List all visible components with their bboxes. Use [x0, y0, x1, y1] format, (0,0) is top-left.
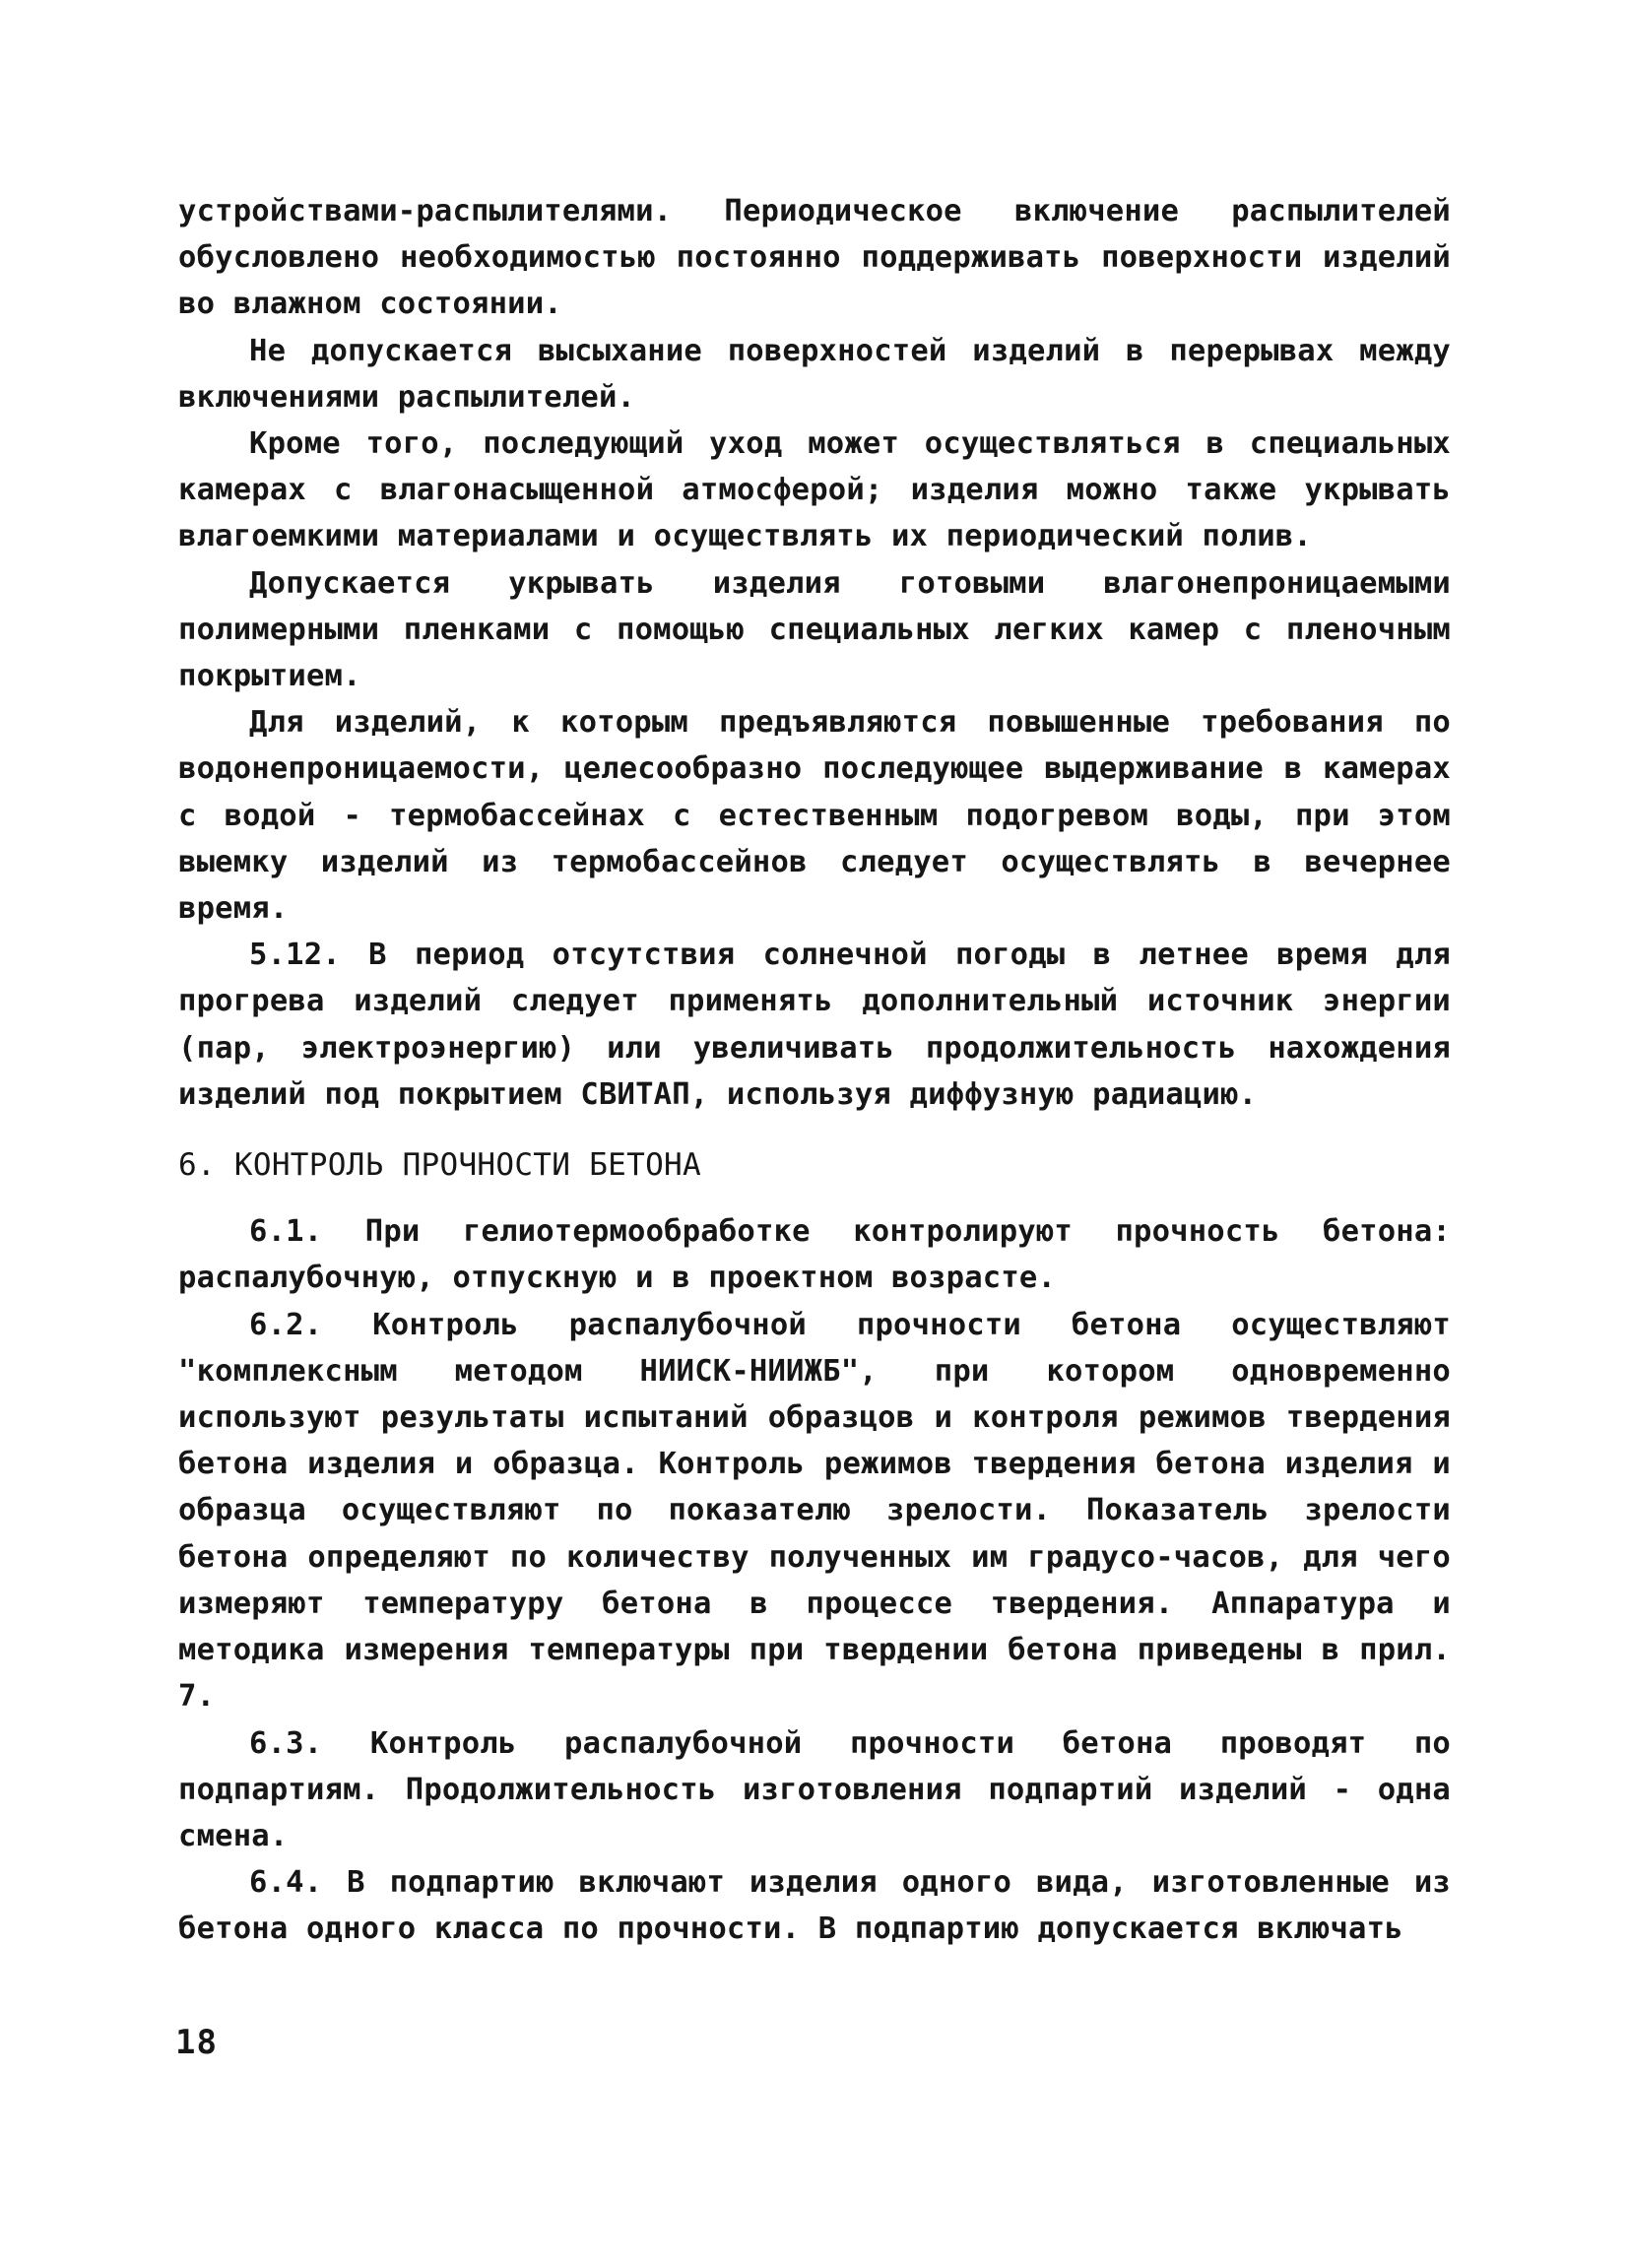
- paragraph: Кроме того, последующий уход может осуществляться в специальных камерах с влагонасыщенной атмосферой; изделия можно также укрывать влагоемкими материалами и осуществлять их периодический полив.: [178, 426, 1451, 554]
- paragraph: устройствами-распылителями. Периодическое включение распылителей обусловлено необходимостью постоянно поддерживать поверхности изделий во влажном состоянии.: [178, 194, 1451, 322]
- page-number: 18: [175, 2023, 218, 2062]
- body-text: [178, 188, 1451, 1953]
- paragraph-6-1: 6.1. При гелиотермообработке контролируют прочность бетона: распалубочную, отпускную и в проектном возрасте.: [178, 1214, 1451, 1296]
- paragraph: Для изделий, к которым предъявляются повышенные требования по водонепроницаемости, целесообразно последующее выдерживание в камерах с водой - термобассейнах с естественным подогревом воды, при этом выемку изделий из термобассейнов следует осуществлять в вечернее время.: [178, 705, 1451, 927]
- section-heading: 6. КОНТРОЛЬ ПРОЧНОСТИ БЕТОНА: [178, 1147, 701, 1184]
- paragraph-5-12: 5.12. В период отсутствия солнечной погоды в летнее время для прогрева изделий следует применять дополнительный источник энергии (пар, электроэнергию) или увеличивать продолжительность нахождения изделий под покрытием СВИТАП, используя диффузную радиацию.: [178, 938, 1451, 1112]
- paragraph-6-3: 6.3. Контроль распалубочной прочности бетона проводят по подпартиям. Продолжительность изготовления подпартий изделий - одна смена.: [178, 1725, 1451, 1853]
- paragraph: Допускается укрывать изделия готовыми влагонепроницаемыми полимерными пленками с помощью специальных легких камер с пленочным покрытием.: [178, 565, 1451, 694]
- paragraph-6-4: 6.4. В подпартию включают изделия одного вида, изготовленные из бетона одного класса по прочности. В подпартию допускается включать: [178, 1865, 1451, 1947]
- paragraph: Не допускается высыхание поверхностей изделий в перерывах между включениями распылителей.: [178, 333, 1451, 415]
- paragraph-6-2: 6.2. Контроль распалубочной прочности бетона осуществляют "комплексным методом НИИСК-НИИЖБ", при котором одновременно используют результаты испытаний образцов и контроля режимов твердения бетона изделия и образца. Контроль режимов твердения бетона изделия и образца осуществляют по показателю зрелости. Показатель зрелости бетона определяют по количеству полученных им градусо-часов, для чего измеряют температуру бетона в процессе твердения. Аппаратура и методика измерения температуры при твердении бетона приведены в прил. 7.: [178, 1307, 1451, 1715]
